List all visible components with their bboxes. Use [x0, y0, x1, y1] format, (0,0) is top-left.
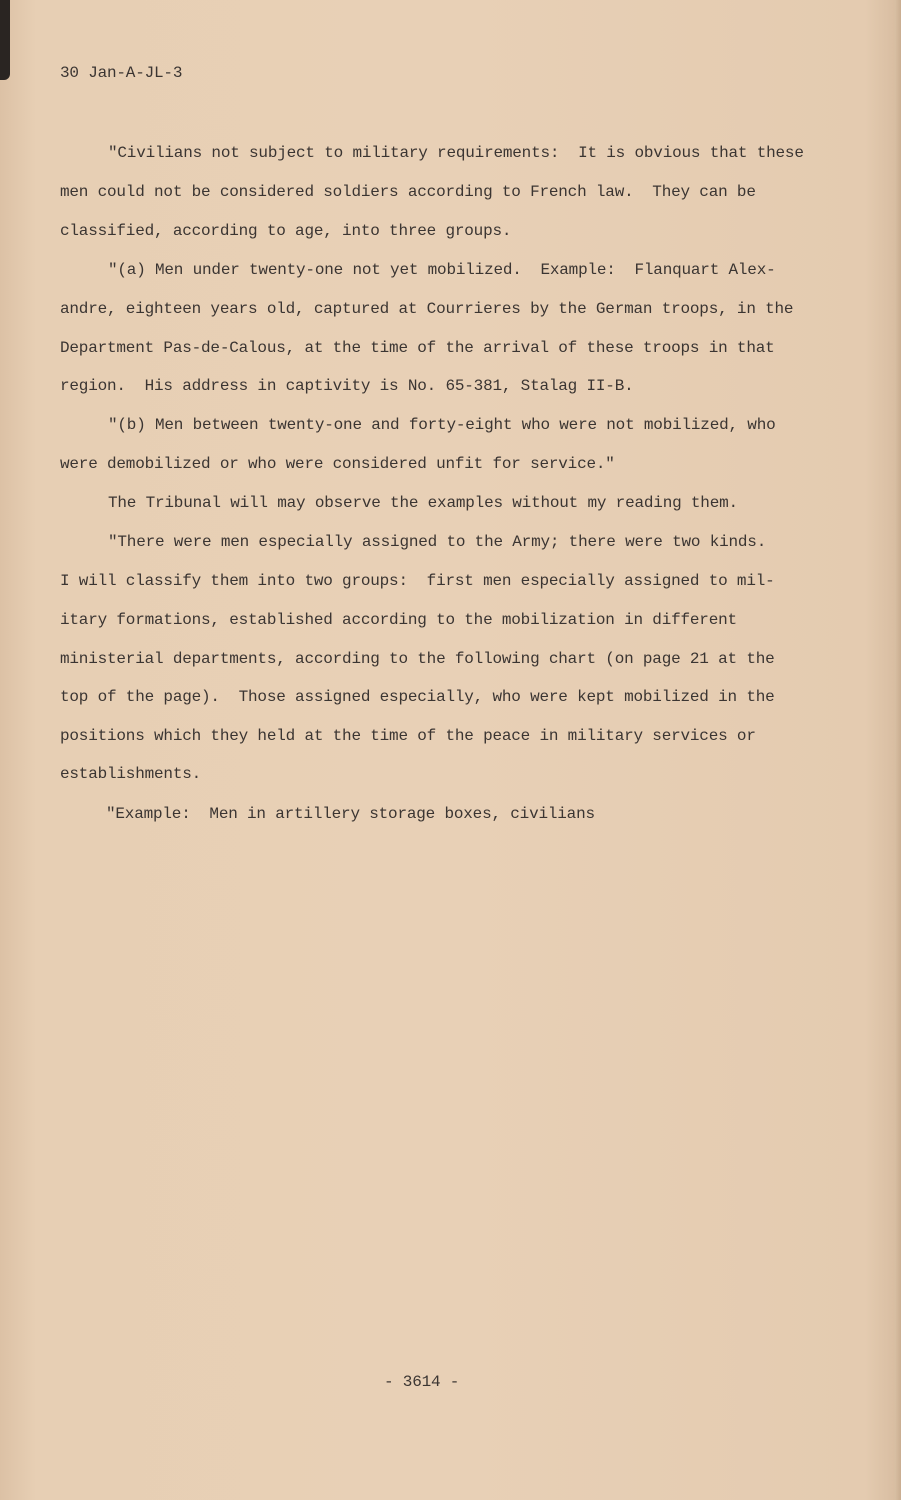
text-line: positions which they held at the time of the peace in military services or: [60, 727, 756, 745]
page-number: - 3614 -: [384, 1373, 460, 1391]
text-line: top of the page). Those assigned especially, who were kept mobilized in the: [60, 688, 775, 706]
text-line: men could not be considered soldiers according to French law. They can be: [60, 183, 756, 201]
text-line: classified, according to age, into three groups.: [60, 222, 512, 240]
document-reference: 30 Jan-A-JL-3: [60, 64, 183, 82]
text-line: andre, eighteen years old, captured at Courrieres by the German troops, in the: [60, 300, 794, 318]
text-line: were demobilized or who were considered unfit for service.": [60, 455, 615, 473]
page-edge: [895, 0, 901, 1500]
text-line: The Tribunal will may observe the examples without my reading them.: [108, 494, 738, 512]
text-line: "(b) Men between twenty-one and forty-eight who were not mobilized, who: [108, 416, 776, 434]
text-line: itary formations, established according to the mobilization in different: [60, 611, 737, 629]
text-line: Department Pas-de-Calous, at the time of the arrival of these troops in that: [60, 339, 775, 357]
text-line: "Example: Men in artillery storage boxes, civilians: [106, 805, 595, 823]
text-line: "(a) Men under twenty-one not yet mobilized. Example: Flanquart Alex-: [108, 261, 776, 279]
text-line: "There were men especially assigned to the Army; there were two kinds.: [108, 533, 767, 551]
text-line: "Civilians not subject to military requirements: It is obvious that these: [108, 144, 804, 162]
text-line: ministerial departments, according to the following chart (on page 21 at the: [60, 650, 775, 668]
text-line: I will classify them into two groups: first men especially assigned to mil-: [60, 572, 775, 590]
text-line: region. His address in captivity is No. 65-381, Stalag II-B.: [60, 377, 634, 395]
binding-edge: [0, 0, 10, 80]
text-line: establishments.: [60, 765, 202, 783]
